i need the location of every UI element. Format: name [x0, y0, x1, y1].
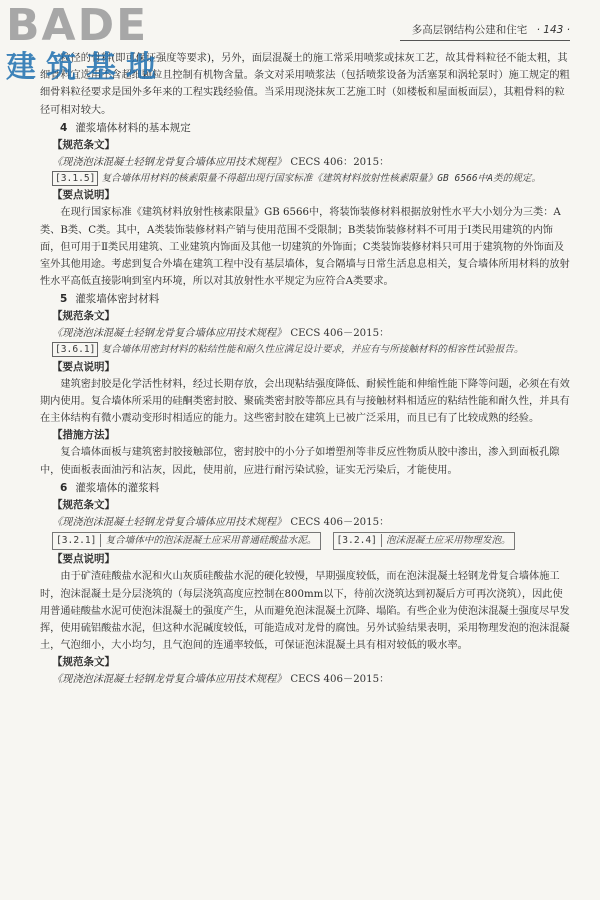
- section-title: 灌浆墙体材料的基本规定: [75, 121, 191, 134]
- section-heading: [60, 480, 570, 497]
- body-paragraph: 建筑密封胶是化学活性材料，经过长期存放，会出现粘结强度降低、耐候性能和伸缩性能下降等问题，必须在有效期内使用。复合墙体所采用的硅酮类密封胶、聚硫类密封胶等都应具有与接触材料相适应的粘结性能和耐久性，并具有在主体结构有微小震动变形时相适应的能力。这些密封胶在建筑上已被广泛采用，而且已有了比较成熟的经验。: [40, 378, 570, 425]
- bracket-heading: 【规范条文】: [52, 310, 115, 323]
- bracket-heading: 【要点说明】: [52, 360, 115, 373]
- clause-text: [52, 171, 570, 188]
- standard-code: CECS 406：2015：: [290, 156, 390, 168]
- standard-reference: [52, 154, 570, 171]
- body-paragraph: 粒径的骨料(即可保证强度等要求)，另外，面层混凝土的施工常采用喷浆或抹灰工艺，故其骨料粒径不能太粗，其细骨料宜选用不含超细颗粒且控制有机物含量。条文对采用喷浆法（包括喷浆设备为活塞泵和涡轮泵时）施工规定的粗细骨料粒径要求是国外多年来的工程实践经验值。当采用现浇抹灰工艺施工时（如楼板和屋面板面层），其粗骨料的粒径可相对较大。: [40, 53, 570, 116]
- standard-name: 《现浇泡沫混凝土轻钢龙骨复合墙体应用技术规程》: [52, 674, 287, 686]
- page-number: · 143 ·: [536, 24, 570, 36]
- body-paragraph: 由于矿渣硅酸盐水泥和火山灰质硅酸盐水泥的硬化较慢，早期强度较低，而在泡沫混凝土轻钢龙骨复合墙体施工时，泡沫混凝土是分层浇筑的（每层浇筑高度应控制在800mm以下，待前次浇筑达到初凝后方可再次浇筑），因此使用普通硅酸盐水泥可使泡沫混凝土的强度产生，从而避免泡沫混凝土沉降、塌陷。有些企业为使泡沫混凝土强度尽早发挥，使用硫铝酸盐水泥，但这种水泥碱度较低，可能造成对龙骨的腐蚀。另外试验结果表明，采用物理发泡的泡沫混凝土，气泡细小，大小均匀，且气泡间的连通率较低，可保证泡沫混凝土具有相对较低的吸水率。: [40, 571, 570, 652]
- bracket-heading: 【措施方法】: [52, 429, 115, 442]
- section-heading: [60, 291, 570, 308]
- watermark-logo: [6, 0, 196, 94]
- bracket-heading: 【规范条文】: [52, 138, 115, 151]
- section-number: 6: [60, 481, 68, 494]
- bracket-heading: 【规范条文】: [52, 656, 115, 669]
- standard-reference: [52, 514, 570, 531]
- clause-text: [52, 532, 321, 551]
- standard-code: CECS 406－2015：: [290, 516, 390, 528]
- section-number: 4: [60, 121, 68, 134]
- clause-body: 复合墙体用材料的核素限量不得超出现行国家标准《建筑材料放射性核素限量》GB 6566中A类的规定。: [101, 172, 541, 184]
- clause-body: 泡沫混凝土应采用物理发泡。: [385, 534, 511, 546]
- body-paragraph: 在现行国家标准《建筑材料放射性核素限量》GB 6566中，将装饰装修材料根据放射性水平大小划分为三类：A类、B类、C类。其中，A类装饰装修材料产销与使用范围不受限制；B类装饰装修材料不可用于Ⅰ类民用建筑的内饰面，但可用于Ⅱ类民用建筑、工业建筑内饰面及其他一切建筑的外饰面；C类装饰装修材料只可用于建筑物的外饰面及室外其他用途。考虑到复合外墙在建筑工程中没有基层墙体，复合隔墙与日常生活息息相关，复合墙体所用材料的放射性水平高低直接影响到室内环境，所以对其放射性水平规定为应符合A类要求。: [40, 207, 570, 288]
- standard-reference: [52, 671, 570, 688]
- standard-name: 《现浇泡沫混凝土轻钢龙骨复合墙体应用技术规程》: [52, 516, 287, 528]
- standard-name: 《现浇泡沫混凝土轻钢龙骨复合墙体应用技术规程》: [52, 156, 287, 168]
- clause-text: [52, 342, 570, 359]
- running-header: [412, 22, 570, 37]
- clause-number: [3.2.1]: [56, 534, 101, 547]
- header-rule: [400, 40, 570, 41]
- standard-code: CECS 406－2015：: [290, 328, 390, 340]
- body-paragraph: 复合墙体面板与建筑密封胶接触部位，密封胶中的小分子如增塑剂等非反应性物质从胶中渗出，渗入到面板孔隙中，使面板表面油污和沾灰，因此，使用前，应进行耐污染试验，证实无污染后，才能使用。: [40, 447, 560, 476]
- standard-reference: [52, 325, 570, 342]
- section-number: 5: [60, 293, 68, 306]
- clause-number: [3.6.1]: [52, 342, 98, 357]
- bracket-heading: 【要点说明】: [52, 553, 115, 566]
- bracket-heading: 【规范条文】: [52, 498, 115, 511]
- page-content: [40, 50, 570, 688]
- logo-text-en: BADE: [6, 0, 149, 51]
- section-title: 灌浆墙体的灌浆料: [75, 481, 160, 494]
- section-title: 灌浆墙体密封材料: [75, 293, 160, 306]
- clause-number: [3.1.5]: [52, 171, 98, 186]
- standard-code: CECS 406－2015：: [290, 674, 390, 686]
- section-heading: [60, 120, 570, 137]
- standard-name: 《现浇泡沫混凝土轻钢龙骨复合墙体应用技术规程》: [52, 328, 287, 340]
- clause-number: [3.2.4]: [337, 534, 382, 547]
- clause-text: [333, 532, 515, 551]
- bracket-heading: 【要点说明】: [52, 189, 115, 202]
- clause-body: 复合墙体用密封材料的粘结性能和耐久性应满足设计要求，并应有与所接触材料的相容性试验报告。: [101, 344, 524, 356]
- clause-body: 复合墙体中的泡沫混凝土应采用普通硅酸盐水泥。: [105, 534, 317, 546]
- book-title: 多高层钢结构公建和住宅: [411, 24, 528, 36]
- logo-text-cn: 建筑基地: [6, 50, 166, 85]
